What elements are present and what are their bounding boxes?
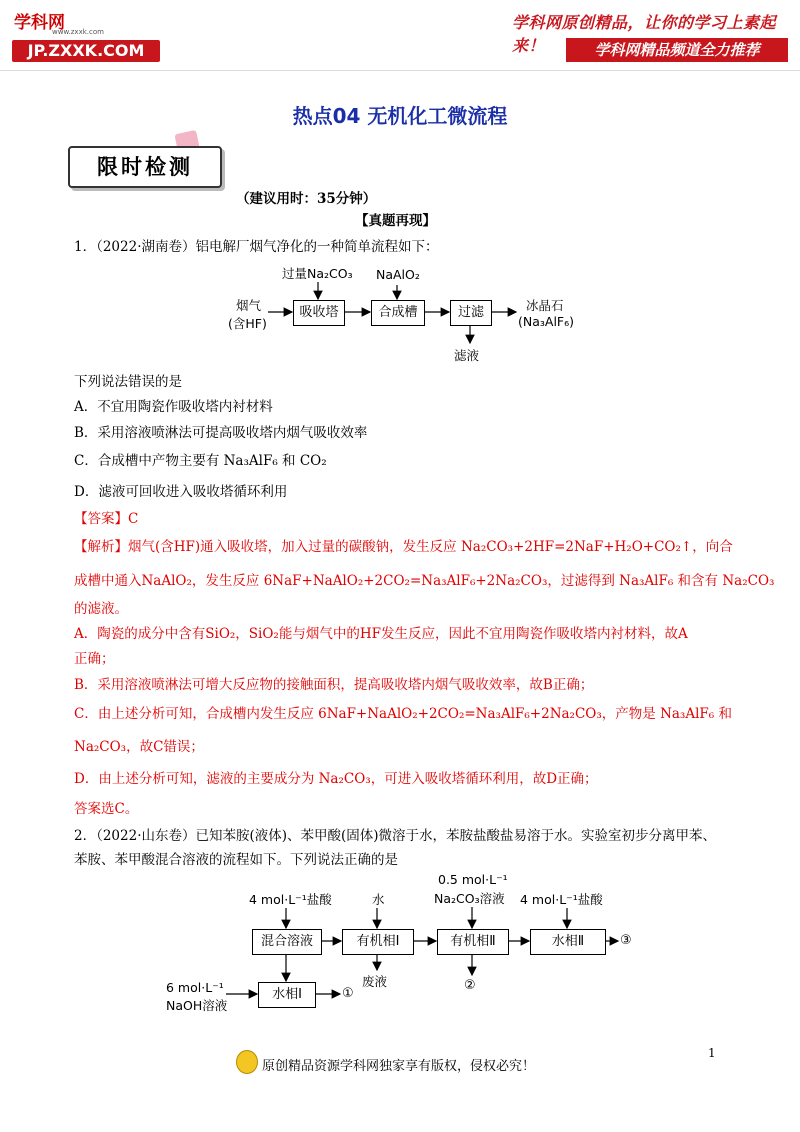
header-banner: 学科网精品频道全力推荐 bbox=[566, 38, 788, 62]
q2-out-1: ① bbox=[342, 986, 354, 1001]
q1-analysis-line: 的滤液。 bbox=[74, 601, 128, 617]
q1-analysis-line: D．由上述分析可知，滤液的主要成分为 Na₂CO₃，可进入吸收塔循环利用，故D正确； bbox=[74, 771, 598, 787]
q2-reagent-water: 水 bbox=[372, 892, 385, 907]
q1-analysis-line: 【解析】烟气(含HF)通入吸收塔，加入过量的碳酸钠，发生反应 Na₂CO₃+2HF=2NaF+H₂O+CO₂↑，向合 bbox=[74, 539, 733, 555]
q2-stem-l1: 2．（2022·山东卷）已知苯胺(液体)、苯甲酸(固体)微溶于水，苯胺盐酸盐易溶于水。实验室初步分离甲苯、 bbox=[74, 828, 717, 844]
q1-ask: 下列说法错误的是 bbox=[74, 374, 182, 390]
q2-box-aqueous-2: 水相Ⅱ bbox=[530, 929, 606, 955]
q1-analysis-line: A．陶瓷的成分中含有SiO₂，SiO₂能与烟气中的HF发生反应，因此不宜用陶瓷作吸收塔内衬材料，故A bbox=[74, 626, 688, 642]
page-number: 1 bbox=[708, 1046, 716, 1060]
q1-analysis-line: C．由上述分析可知，合成槽内发生反应 6NaF+NaAlO₂+2CO₂=Na₃AlF₆+2Na₂CO₃，产物是 Na₃AlF₆ 和 bbox=[74, 706, 732, 722]
q1-option-c[interactable]: C．合成槽中产物主要有 Na₃AlF₆ 和 CO₂ bbox=[74, 453, 327, 469]
logo-name: 学科网 bbox=[14, 13, 65, 33]
q1-stem: 1．（2022·湖南卷）铝电解厂烟气净化的一种简单流程如下： bbox=[74, 239, 439, 255]
q1-option-d[interactable]: D．滤液可回收进入吸收塔循环利用 bbox=[74, 484, 288, 500]
q1-analysis-line: B．采用溶液喷淋法可增大反应物的接触面积，提高吸收塔内烟气吸收效率，故B正确； bbox=[74, 677, 594, 693]
q2-out-3: ③ bbox=[620, 933, 632, 948]
mascot-icon bbox=[236, 1050, 258, 1074]
copyright-footer: 原创精品资源学科网独家享有版权，侵权必究！ bbox=[262, 1059, 536, 1074]
q2-reagent-hcl: 4 mol·L⁻¹盐酸 bbox=[249, 892, 332, 907]
q1-box-synthesis: 合成槽 bbox=[371, 300, 425, 326]
q2-box-organic-2: 有机相Ⅱ bbox=[437, 929, 509, 955]
q1-input-na2co3: 过量Na₂CO₃ bbox=[282, 266, 353, 281]
q2-box-organic-1: 有机相Ⅰ bbox=[342, 929, 414, 955]
q1-analysis-line: 成槽中通入NaAlO₂，发生反应 6NaF+NaAlO₂+2CO₂=Na₃AlF₆+2Na₂CO₃，过滤得到 Na₃AlF₆ 和含有 Na₂CO₃ bbox=[74, 573, 775, 589]
q2-reagent-na2co3-l1: 0.5 mol·L⁻¹ bbox=[438, 872, 508, 887]
q1-box-filter: 过滤 bbox=[450, 300, 492, 326]
logo-sub: www.zxxk.com bbox=[52, 28, 104, 36]
q1-analysis-line: 正确； bbox=[74, 651, 115, 667]
q2-box-mixed: 混合溶液 bbox=[252, 929, 322, 955]
q2-stem-l2: 苯胺、苯甲酸混合溶液的流程如下。下列说法正确的是 bbox=[74, 852, 398, 868]
timed-test-badge: 限时检测 bbox=[68, 146, 222, 188]
q1-out-l1: 冰晶石 bbox=[526, 298, 564, 313]
q1-option-a[interactable]: A．不宜用陶瓷作吸收塔内衬材料 bbox=[74, 399, 273, 415]
q1-input-naalo2: NaAlO₂ bbox=[376, 267, 420, 282]
q2-reagent-hcl-2: 4 mol·L⁻¹盐酸 bbox=[520, 892, 603, 907]
q1-answer: 【答案】C bbox=[74, 511, 139, 527]
q1-box-absorber: 吸收塔 bbox=[293, 300, 345, 326]
logo-url[interactable]: JP.ZXXK.COM bbox=[12, 40, 160, 62]
q1-start-l2: (含HF) bbox=[228, 316, 267, 331]
header-slogan: 学科网原创精品，让你的学习上素起来！ bbox=[512, 13, 777, 55]
q1-analysis-line: Na₂CO₃，故C错误； bbox=[74, 739, 204, 755]
suggested-time: （建议用时：35分钟） bbox=[236, 191, 377, 207]
q2-waste: 废液 bbox=[362, 974, 388, 989]
q2-naoh-l2: NaOH溶液 bbox=[166, 998, 228, 1013]
q1-option-b[interactable]: B．采用溶液喷淋法可提高吸收塔内烟气吸收效率 bbox=[74, 425, 368, 441]
q1-filtrate: 滤液 bbox=[454, 348, 480, 363]
q1-out-l2: (Na₃AlF₆) bbox=[518, 314, 574, 329]
q1-start-l1: 烟气 bbox=[236, 298, 262, 313]
q2-box-aqueous-1: 水相Ⅰ bbox=[258, 982, 316, 1008]
section-title: 【真题再现】 bbox=[355, 213, 436, 229]
page-title: 热点04 无机化工微流程 bbox=[292, 104, 508, 128]
q2-reagent-na2co3-l2: Na₂CO₃溶液 bbox=[434, 891, 505, 906]
q2-out-2: ② bbox=[464, 978, 476, 993]
q2-naoh-l1: 6 mol·L⁻¹ bbox=[166, 980, 224, 995]
q1-conclusion: 答案选C。 bbox=[74, 801, 139, 817]
